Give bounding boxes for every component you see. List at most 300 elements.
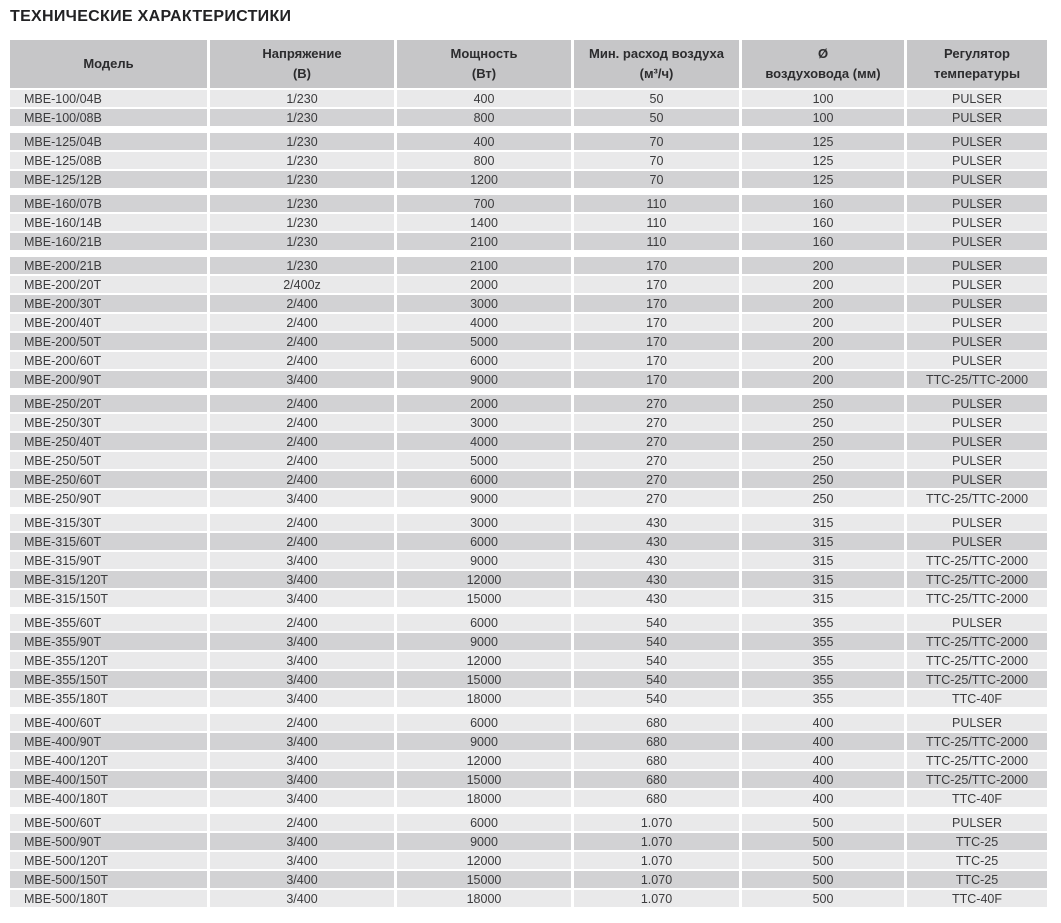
- cell-regulator: TTC-25: [907, 852, 1047, 869]
- table-row: [10, 752, 1047, 769]
- cell-voltage: 3/400: [210, 571, 394, 588]
- cell-duct: 250: [742, 471, 904, 488]
- cell-model: MBE-500/120T: [10, 852, 207, 869]
- cell-model: MBE-200/90T: [10, 371, 207, 388]
- cell-voltage: 1/230: [210, 133, 394, 150]
- cell-voltage: 3/400: [210, 790, 394, 807]
- cell-airflow: 680: [574, 790, 739, 807]
- cell-model: MBE-355/90T: [10, 633, 207, 650]
- cell-model: MBE-250/60T: [10, 471, 207, 488]
- cell-duct: 160: [742, 195, 904, 212]
- cell-model: MBE-400/90T: [10, 733, 207, 750]
- table-row: [10, 771, 1047, 788]
- cell-model: MBE-200/20T: [10, 276, 207, 293]
- column-header-line: Мин. расход воздуха: [589, 46, 724, 61]
- cell-airflow: 1.070: [574, 871, 739, 888]
- cell-voltage: 3/400: [210, 690, 394, 707]
- cell-model: MBE-400/150T: [10, 771, 207, 788]
- table-row: [10, 471, 1047, 488]
- cell-airflow: 170: [574, 352, 739, 369]
- cell-regulator: TTC-25/TTC-2000: [907, 771, 1047, 788]
- cell-power: 15000: [397, 771, 571, 788]
- table-row: [10, 333, 1047, 350]
- cell-regulator: PULSER: [907, 514, 1047, 531]
- table-row: [10, 352, 1047, 369]
- cell-power: 700: [397, 195, 571, 212]
- cell-voltage: 1/230: [210, 109, 394, 126]
- cell-voltage: 2/400: [210, 352, 394, 369]
- table-row: [10, 233, 1047, 250]
- cell-model: MBE-400/120T: [10, 752, 207, 769]
- cell-regulator: PULSER: [907, 352, 1047, 369]
- cell-voltage: 3/400: [210, 752, 394, 769]
- cell-model: MBE-315/150T: [10, 590, 207, 607]
- cell-regulator: TTC-25/TTC-2000: [907, 633, 1047, 650]
- cell-duct: 355: [742, 671, 904, 688]
- cell-regulator: PULSER: [907, 152, 1047, 169]
- cell-model: MBE-200/60T: [10, 352, 207, 369]
- column-header-line: (Вт): [471, 66, 497, 81]
- table-row: [10, 133, 1047, 150]
- cell-duct: 250: [742, 490, 904, 507]
- cell-duct: 315: [742, 552, 904, 569]
- cell-duct: 315: [742, 571, 904, 588]
- cell-regulator: TTC-25/TTC-2000: [907, 652, 1047, 669]
- page-title: ТЕХНИЧЕСКИЕ ХАРАКТЕРИСТИКИ: [10, 8, 292, 25]
- cell-duct: 400: [742, 752, 904, 769]
- cell-duct: 500: [742, 814, 904, 831]
- cell-power: 400: [397, 133, 571, 150]
- cell-power: 2100: [397, 257, 571, 274]
- cell-model: MBE-125/12B: [10, 171, 207, 188]
- cell-duct: 355: [742, 652, 904, 669]
- cell-power: 12000: [397, 852, 571, 869]
- cell-model: MBE-250/20T: [10, 395, 207, 412]
- cell-model: MBE-500/60T: [10, 814, 207, 831]
- cell-duct: 315: [742, 533, 904, 550]
- table-row: [10, 109, 1047, 126]
- cell-duct: 100: [742, 109, 904, 126]
- cell-model: MBE-200/30T: [10, 295, 207, 312]
- cell-airflow: 50: [574, 90, 739, 107]
- cell-airflow: 70: [574, 152, 739, 169]
- cell-model: MBE-160/07B: [10, 195, 207, 212]
- table-row: [10, 590, 1047, 607]
- table-row: [10, 171, 1047, 188]
- table-row: [10, 152, 1047, 169]
- table-row: [10, 90, 1047, 107]
- cell-airflow: 540: [574, 614, 739, 631]
- cell-duct: 355: [742, 690, 904, 707]
- cell-duct: 315: [742, 514, 904, 531]
- cell-voltage: 3/400: [210, 871, 394, 888]
- cell-model: MBE-500/90T: [10, 833, 207, 850]
- table-row: [10, 514, 1047, 531]
- cell-power: 9000: [397, 833, 571, 850]
- cell-power: 6000: [397, 614, 571, 631]
- table-row: [10, 371, 1047, 388]
- cell-model: MBE-500/180T: [10, 890, 207, 907]
- table-row: [10, 314, 1047, 331]
- cell-airflow: 270: [574, 471, 739, 488]
- cell-regulator: TTC-25/TTC-2000: [907, 571, 1047, 588]
- cell-regulator: PULSER: [907, 195, 1047, 212]
- cell-airflow: 170: [574, 371, 739, 388]
- cell-duct: 400: [742, 733, 904, 750]
- column-header-line: Напряжение: [262, 46, 342, 61]
- column-header-line: температуры: [933, 66, 1021, 81]
- cell-voltage: 2/400: [210, 814, 394, 831]
- cell-voltage: 1/230: [210, 90, 394, 107]
- cell-power: 1200: [397, 171, 571, 188]
- cell-duct: 125: [742, 152, 904, 169]
- table-row: [10, 833, 1047, 850]
- cell-model: MBE-400/180T: [10, 790, 207, 807]
- cell-regulator: PULSER: [907, 414, 1047, 431]
- cell-regulator: TTC-25/TTC-2000: [907, 671, 1047, 688]
- cell-voltage: 2/400: [210, 514, 394, 531]
- cell-model: MBE-200/21B: [10, 257, 207, 274]
- cell-power: 6000: [397, 714, 571, 731]
- table-header-row: [10, 40, 1047, 88]
- cell-model: MBE-100/04B: [10, 90, 207, 107]
- cell-power: 15000: [397, 590, 571, 607]
- cell-regulator: TTC-25/TTC-2000: [907, 590, 1047, 607]
- table-row: [10, 395, 1047, 412]
- cell-duct: 250: [742, 452, 904, 469]
- cell-voltage: 3/400: [210, 652, 394, 669]
- cell-voltage: 3/400: [210, 371, 394, 388]
- cell-model: MBE-355/180T: [10, 690, 207, 707]
- cell-voltage: 1/230: [210, 233, 394, 250]
- table-body: [10, 90, 1051, 907]
- column-header-regulator: [907, 40, 1047, 88]
- table-row: [10, 533, 1047, 550]
- cell-airflow: 540: [574, 671, 739, 688]
- cell-airflow: 1.070: [574, 814, 739, 831]
- cell-duct: 500: [742, 833, 904, 850]
- cell-model: MBE-250/50T: [10, 452, 207, 469]
- cell-airflow: 50: [574, 109, 739, 126]
- cell-power: 12000: [397, 652, 571, 669]
- cell-regulator: TTC-25/TTC-2000: [907, 490, 1047, 507]
- column-header-line: Модель: [83, 56, 134, 71]
- cell-model: MBE-500/150T: [10, 871, 207, 888]
- cell-voltage: 1/230: [210, 152, 394, 169]
- cell-duct: 250: [742, 395, 904, 412]
- cell-regulator: PULSER: [907, 276, 1047, 293]
- cell-regulator: PULSER: [907, 452, 1047, 469]
- table-row: [10, 214, 1047, 231]
- cell-airflow: 170: [574, 276, 739, 293]
- cell-duct: 355: [742, 614, 904, 631]
- cell-model: MBE-315/30T: [10, 514, 207, 531]
- cell-model: MBE-250/90T: [10, 490, 207, 507]
- cell-airflow: 1.070: [574, 852, 739, 869]
- cell-airflow: 270: [574, 452, 739, 469]
- cell-duct: 200: [742, 333, 904, 350]
- cell-duct: 200: [742, 314, 904, 331]
- table-row: [10, 295, 1047, 312]
- column-header-line: воздуховода (мм): [765, 66, 881, 81]
- cell-airflow: 430: [574, 590, 739, 607]
- cell-power: 5000: [397, 333, 571, 350]
- cell-power: 6000: [397, 352, 571, 369]
- cell-regulator: PULSER: [907, 90, 1047, 107]
- cell-model: MBE-200/50T: [10, 333, 207, 350]
- cell-airflow: 110: [574, 233, 739, 250]
- cell-voltage: 3/400: [210, 633, 394, 650]
- cell-airflow: 270: [574, 414, 739, 431]
- cell-regulator: TTC-25: [907, 871, 1047, 888]
- column-header-power: [397, 40, 571, 88]
- cell-regulator: PULSER: [907, 614, 1047, 631]
- cell-regulator: TTC-25/TTC-2000: [907, 752, 1047, 769]
- cell-voltage: 2/400: [210, 395, 394, 412]
- column-header-voltage: [210, 40, 394, 88]
- cell-airflow: 430: [574, 571, 739, 588]
- spec-table: [10, 40, 1051, 907]
- cell-power: 2000: [397, 276, 571, 293]
- cell-voltage: 3/400: [210, 852, 394, 869]
- cell-regulator: PULSER: [907, 171, 1047, 188]
- cell-airflow: 110: [574, 214, 739, 231]
- cell-duct: 200: [742, 276, 904, 293]
- table-row: [10, 414, 1047, 431]
- cell-regulator: TTC-25/TTC-2000: [907, 371, 1047, 388]
- cell-model: MBE-160/21B: [10, 233, 207, 250]
- cell-power: 5000: [397, 452, 571, 469]
- table-row: [10, 871, 1047, 888]
- cell-voltage: 2/400: [210, 452, 394, 469]
- cell-voltage: 1/230: [210, 214, 394, 231]
- cell-voltage: 1/230: [210, 257, 394, 274]
- table-row: [10, 452, 1047, 469]
- cell-regulator: PULSER: [907, 714, 1047, 731]
- cell-power: 6000: [397, 533, 571, 550]
- cell-voltage: 2/400z: [210, 276, 394, 293]
- table-row: [10, 257, 1047, 274]
- table-row: [10, 490, 1047, 507]
- cell-voltage: 2/400: [210, 714, 394, 731]
- cell-power: 4000: [397, 433, 571, 450]
- cell-duct: 100: [742, 90, 904, 107]
- cell-model: MBE-125/08B: [10, 152, 207, 169]
- cell-regulator: TTC-25: [907, 833, 1047, 850]
- cell-model: MBE-250/40T: [10, 433, 207, 450]
- cell-airflow: 430: [574, 514, 739, 531]
- table-row: [10, 552, 1047, 569]
- cell-voltage: 2/400: [210, 471, 394, 488]
- cell-airflow: 680: [574, 771, 739, 788]
- cell-regulator: PULSER: [907, 333, 1047, 350]
- table-row: [10, 814, 1047, 831]
- cell-power: 1400: [397, 214, 571, 231]
- column-header-line: (В): [292, 66, 312, 81]
- cell-power: 400: [397, 90, 571, 107]
- cell-airflow: 430: [574, 552, 739, 569]
- cell-power: 15000: [397, 671, 571, 688]
- cell-regulator: PULSER: [907, 471, 1047, 488]
- cell-regulator: PULSER: [907, 257, 1047, 274]
- cell-airflow: 1.070: [574, 833, 739, 850]
- cell-voltage: 2/400: [210, 533, 394, 550]
- cell-model: MBE-125/04B: [10, 133, 207, 150]
- cell-duct: 315: [742, 590, 904, 607]
- cell-regulator: TTC-40F: [907, 790, 1047, 807]
- table-row: [10, 652, 1047, 669]
- table-row: [10, 690, 1047, 707]
- table-row: [10, 195, 1047, 212]
- cell-power: 6000: [397, 814, 571, 831]
- cell-power: 18000: [397, 690, 571, 707]
- cell-airflow: 170: [574, 314, 739, 331]
- cell-airflow: 680: [574, 733, 739, 750]
- cell-voltage: 3/400: [210, 552, 394, 569]
- cell-voltage: 1/230: [210, 195, 394, 212]
- cell-regulator: PULSER: [907, 214, 1047, 231]
- cell-power: 9000: [397, 371, 571, 388]
- column-header-line: (м³/ч): [639, 66, 674, 81]
- cell-voltage: 3/400: [210, 733, 394, 750]
- cell-regulator: PULSER: [907, 533, 1047, 550]
- cell-power: 15000: [397, 871, 571, 888]
- cell-voltage: 3/400: [210, 890, 394, 907]
- column-header-line: Регулятор: [944, 46, 1010, 61]
- cell-regulator: PULSER: [907, 295, 1047, 312]
- cell-power: 9000: [397, 633, 571, 650]
- cell-model: MBE-200/40T: [10, 314, 207, 331]
- cell-model: MBE-100/08B: [10, 109, 207, 126]
- cell-duct: 250: [742, 414, 904, 431]
- cell-model: MBE-315/120T: [10, 571, 207, 588]
- cell-airflow: 170: [574, 333, 739, 350]
- cell-duct: 400: [742, 771, 904, 788]
- cell-power: 9000: [397, 733, 571, 750]
- table-row: [10, 852, 1047, 869]
- cell-regulator: PULSER: [907, 109, 1047, 126]
- table-row: [10, 890, 1047, 907]
- cell-voltage: 3/400: [210, 771, 394, 788]
- cell-power: 2000: [397, 395, 571, 412]
- cell-model: MBE-315/90T: [10, 552, 207, 569]
- cell-duct: 160: [742, 233, 904, 250]
- cell-voltage: 2/400: [210, 314, 394, 331]
- cell-airflow: 70: [574, 171, 739, 188]
- cell-duct: 400: [742, 714, 904, 731]
- table-row: [10, 714, 1047, 731]
- cell-power: 9000: [397, 552, 571, 569]
- cell-model: MBE-355/60T: [10, 614, 207, 631]
- cell-power: 12000: [397, 571, 571, 588]
- cell-airflow: 170: [574, 257, 739, 274]
- cell-power: 3000: [397, 414, 571, 431]
- cell-airflow: 1.070: [574, 890, 739, 907]
- cell-power: 18000: [397, 890, 571, 907]
- cell-regulator: TTC-25/TTC-2000: [907, 733, 1047, 750]
- cell-power: 9000: [397, 490, 571, 507]
- cell-duct: 355: [742, 633, 904, 650]
- cell-voltage: 2/400: [210, 295, 394, 312]
- cell-duct: 160: [742, 214, 904, 231]
- cell-regulator: TTC-40F: [907, 890, 1047, 907]
- cell-regulator: TTC-25/TTC-2000: [907, 552, 1047, 569]
- cell-regulator: TTC-40F: [907, 690, 1047, 707]
- column-header-airflow: [574, 40, 739, 88]
- table-row: [10, 733, 1047, 750]
- cell-power: 800: [397, 152, 571, 169]
- table-row: [10, 571, 1047, 588]
- cell-duct: 400: [742, 790, 904, 807]
- table-row: [10, 671, 1047, 688]
- cell-voltage: 3/400: [210, 490, 394, 507]
- cell-model: MBE-355/120T: [10, 652, 207, 669]
- cell-power: 3000: [397, 295, 571, 312]
- table-row: [10, 633, 1047, 650]
- cell-regulator: PULSER: [907, 433, 1047, 450]
- cell-model: MBE-315/60T: [10, 533, 207, 550]
- cell-power: 18000: [397, 790, 571, 807]
- cell-voltage: 2/400: [210, 433, 394, 450]
- cell-power: 12000: [397, 752, 571, 769]
- cell-voltage: 2/400: [210, 614, 394, 631]
- cell-power: 4000: [397, 314, 571, 331]
- cell-voltage: 3/400: [210, 590, 394, 607]
- table-row: [10, 614, 1047, 631]
- cell-model: MBE-355/150T: [10, 671, 207, 688]
- cell-airflow: 540: [574, 652, 739, 669]
- cell-airflow: 70: [574, 133, 739, 150]
- table-row: [10, 790, 1047, 807]
- cell-voltage: 1/230: [210, 171, 394, 188]
- table-row: [10, 276, 1047, 293]
- cell-voltage: 3/400: [210, 671, 394, 688]
- cell-regulator: PULSER: [907, 395, 1047, 412]
- cell-model: MBE-160/14B: [10, 214, 207, 231]
- cell-airflow: 270: [574, 395, 739, 412]
- cell-airflow: 270: [574, 433, 739, 450]
- cell-duct: 200: [742, 352, 904, 369]
- cell-model: MBE-250/30T: [10, 414, 207, 431]
- cell-duct: 125: [742, 171, 904, 188]
- cell-power: 800: [397, 109, 571, 126]
- cell-regulator: PULSER: [907, 133, 1047, 150]
- cell-duct: 500: [742, 890, 904, 907]
- cell-power: 2100: [397, 233, 571, 250]
- cell-airflow: 540: [574, 633, 739, 650]
- table-row: [10, 433, 1047, 450]
- cell-model: MBE-400/60T: [10, 714, 207, 731]
- cell-regulator: PULSER: [907, 233, 1047, 250]
- cell-duct: 500: [742, 871, 904, 888]
- cell-airflow: 170: [574, 295, 739, 312]
- column-header-model: [10, 40, 207, 88]
- column-header-duct: [742, 40, 904, 88]
- cell-duct: 200: [742, 295, 904, 312]
- cell-airflow: 540: [574, 690, 739, 707]
- cell-airflow: 680: [574, 752, 739, 769]
- cell-regulator: PULSER: [907, 314, 1047, 331]
- column-header-line: Мощность: [450, 46, 518, 61]
- cell-regulator: PULSER: [907, 814, 1047, 831]
- cell-airflow: 270: [574, 490, 739, 507]
- cell-power: 3000: [397, 514, 571, 531]
- cell-voltage: 3/400: [210, 833, 394, 850]
- cell-power: 6000: [397, 471, 571, 488]
- cell-airflow: 110: [574, 195, 739, 212]
- cell-airflow: 430: [574, 533, 739, 550]
- cell-duct: 125: [742, 133, 904, 150]
